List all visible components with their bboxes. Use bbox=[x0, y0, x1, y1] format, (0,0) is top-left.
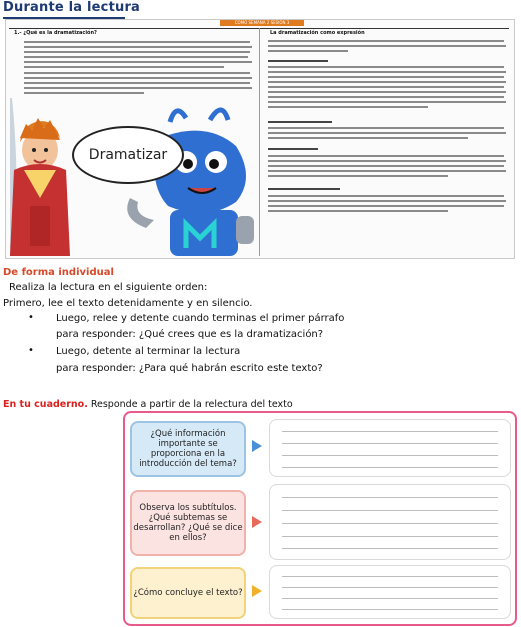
worksheet-row-1 bbox=[130, 419, 510, 477]
bullet-1-line-a: Luego, relee y detente cuando terminas el primer párrafo bbox=[56, 313, 345, 324]
arrow-right-icon bbox=[252, 516, 262, 528]
bullet-2-line-a: Luego, detente al terminar la lectura bbox=[56, 346, 241, 357]
section-heading-individual: De forma individual bbox=[3, 267, 114, 278]
arrow-right-icon bbox=[252, 440, 262, 452]
answer-box-2[interactable] bbox=[269, 484, 511, 560]
notebook-instruction bbox=[3, 399, 293, 410]
boy-figure bbox=[10, 118, 70, 256]
worksheet-frame bbox=[123, 411, 517, 626]
bullet-dot-2: • bbox=[28, 345, 34, 356]
question-box-1: ¿Qué información importante se proporciona en la introducción del tema? bbox=[130, 421, 246, 477]
week-session-label: COMO SEMANA 2 SESIÓN 3 bbox=[220, 20, 304, 26]
column-divider bbox=[259, 28, 260, 256]
speech-bubble: Dramatizar bbox=[72, 126, 184, 184]
answer-box-3[interactable] bbox=[269, 565, 511, 619]
instruction-line-1: Realiza la lectura en el siguiente orden: bbox=[9, 282, 208, 293]
right-column-heading: La dramatización como expresión bbox=[270, 30, 365, 36]
page-title: Durante la lectura bbox=[3, 0, 141, 15]
notebook-label: En tu cuaderno. bbox=[3, 399, 88, 410]
worksheet-row-2 bbox=[130, 484, 510, 560]
left-column-heading: 1.- ¿Qué es la dramatización? bbox=[14, 30, 97, 36]
arrow-right-icon bbox=[252, 585, 262, 597]
bullet-dot-1: • bbox=[28, 312, 34, 323]
reading-page-image bbox=[5, 19, 515, 259]
bullet-1-line-b: para responder: ¿Qué crees que es la dramatización? bbox=[56, 329, 324, 340]
instruction-line-2: Primero, lee el texto detenidamente y en silencio. bbox=[3, 298, 253, 309]
answer-box-1[interactable] bbox=[269, 419, 511, 477]
notebook-text: Responde a partir de la relectura del texto bbox=[87, 399, 293, 410]
worksheet-row-3 bbox=[130, 565, 510, 619]
question-box-2: Observa los subtítulos. ¿Qué subtemas se desarrollan? ¿Qué se dice en ellos? bbox=[130, 490, 246, 556]
question-box-3: ¿Cómo concluye el texto? bbox=[130, 567, 246, 619]
bullet-2-line-b: para responder: ¿Para qué habrán escrito este texto? bbox=[56, 363, 323, 374]
